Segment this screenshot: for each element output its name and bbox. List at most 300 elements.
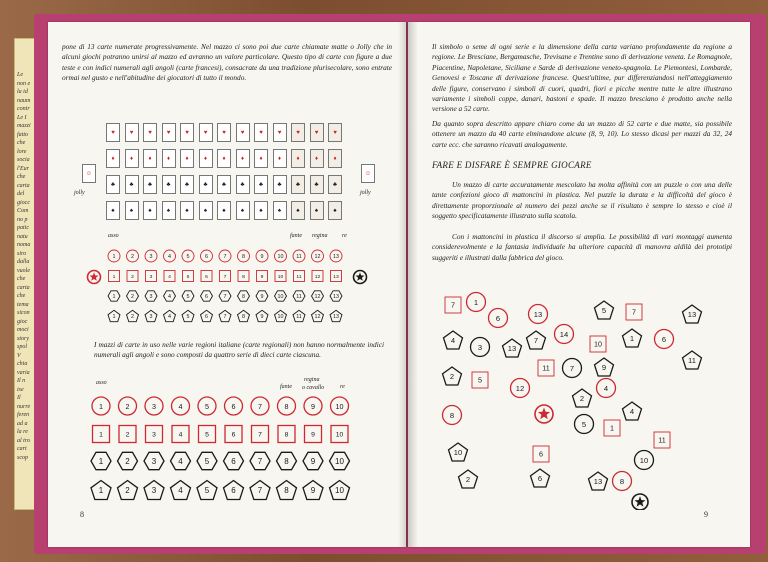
small-circle-token xyxy=(293,250,305,262)
token-number: 6 xyxy=(205,313,208,320)
right-page-number: 9 xyxy=(704,510,708,519)
token-number: 13 xyxy=(333,293,339,300)
hexagon-token xyxy=(144,452,164,469)
hexagon-token xyxy=(197,452,217,469)
jolly-label-right: jolly xyxy=(360,190,371,196)
left-page-number: 8 xyxy=(80,510,84,519)
playing-card: ♦ xyxy=(310,149,324,168)
jolly-card: ☺ xyxy=(82,164,96,183)
square-token xyxy=(331,426,348,443)
token-number: 7 xyxy=(258,401,262,411)
token-number: 6 xyxy=(231,486,236,496)
playing-card: ♥ xyxy=(162,123,176,142)
small-square-token xyxy=(312,271,323,282)
scatter-token xyxy=(445,297,461,313)
token-number: 4 xyxy=(168,253,171,260)
red-star-icon xyxy=(88,271,101,284)
token-number: 9 xyxy=(260,274,264,280)
playing-card: ♦ xyxy=(125,149,139,168)
small-pentagon-token xyxy=(219,310,231,321)
token-number: 1 xyxy=(610,423,614,433)
playing-card: ♥ xyxy=(328,123,342,142)
playing-card: ♣ xyxy=(328,175,342,194)
playing-card: ♣ xyxy=(106,175,120,194)
right-page xyxy=(408,22,750,547)
small-pentagon-token xyxy=(312,310,324,321)
circle-token xyxy=(278,397,296,415)
small-pentagon-token xyxy=(108,310,120,321)
underlying-page-text: Le non e la id naum contr Le I mazzi fatto che lore socia l'Eur che carta del giocc Com no p patic natu noma siro dalla vuole che carta che tema sicon gioc moci story spol V chia varia Il n ise Il nurre feren ad a la re al tro cart scop xyxy=(17,72,31,461)
scattered-tokens xyxy=(408,270,750,510)
token-number: 5 xyxy=(601,306,607,316)
token-number: 8 xyxy=(284,486,289,496)
small-hexagon-token xyxy=(182,291,194,301)
scatter-token xyxy=(589,472,608,490)
small-square-token xyxy=(220,271,231,282)
scatter-token xyxy=(467,293,486,312)
pentagon-token xyxy=(171,481,191,500)
square-token xyxy=(252,426,269,443)
token-number: 13 xyxy=(333,274,339,280)
token-number: 7 xyxy=(569,364,575,374)
token-number: 9 xyxy=(310,457,316,467)
scatter-token xyxy=(449,443,468,461)
hexagon-token xyxy=(277,452,297,469)
small-square-token xyxy=(331,271,342,282)
token-number: 4 xyxy=(603,384,609,394)
token-number: 5 xyxy=(186,253,190,260)
token-number: 11 xyxy=(296,274,302,280)
token-number: 4 xyxy=(178,457,183,467)
circle-token xyxy=(92,397,110,415)
small-token-grid xyxy=(48,244,406,334)
token-number: 12 xyxy=(515,384,525,394)
circle-token xyxy=(198,397,216,415)
token-number: 1 xyxy=(112,253,116,260)
left-paragraph-1: pone di 13 carte numerate progressivamente. Nel mazzo ci sono poi due carte chiamate matte o Jolly che in alcuni giochi potranno unirsi al mazzo ed avranno un valore particolare. Questo tipo di carte con figure a due teste e con indici numerali agli angoli (carte francesi), consacrate da una tradizione plurisecolare, sono entrate ormai nel gusto e nell'abitudine dei giocatori di tutto il mondo. xyxy=(62,42,392,83)
circle-token xyxy=(119,397,137,415)
token-number: 8 xyxy=(242,313,245,320)
token-number: 10 xyxy=(335,486,344,496)
token-number: 11 xyxy=(296,253,302,260)
scatter-token xyxy=(527,331,546,349)
token-number: 4 xyxy=(168,274,171,280)
token-number: 7 xyxy=(223,313,227,320)
scatter-token xyxy=(443,367,462,385)
pentagon-token xyxy=(224,481,244,500)
token-number: 4 xyxy=(450,336,456,346)
token-number: 3 xyxy=(152,431,156,439)
playing-card: ♣ xyxy=(199,175,213,194)
playing-card: ♠ xyxy=(162,201,176,220)
token-number: 10 xyxy=(277,274,284,280)
scatter-token xyxy=(623,402,642,420)
playing-card: ♥ xyxy=(273,123,287,142)
token-number: 14 xyxy=(559,330,569,340)
square-token xyxy=(146,426,163,443)
section-heading: FARE E DISFARE È SEMPRE GIOCARE xyxy=(432,160,592,170)
token-number: 7 xyxy=(632,307,636,317)
playing-card: ♥ xyxy=(291,123,305,142)
token-number: 5 xyxy=(581,420,587,430)
playing-card: ♠ xyxy=(254,201,268,220)
hexagon-token xyxy=(330,452,350,469)
token-number: 12 xyxy=(314,253,321,260)
token-number: 7 xyxy=(223,293,227,300)
token-number: 11 xyxy=(296,293,302,300)
small-circle-token xyxy=(238,250,250,262)
token-number: 10 xyxy=(335,457,344,467)
small-circle-token xyxy=(145,250,157,262)
token-number: 8 xyxy=(242,274,245,280)
small-circle-token xyxy=(182,250,194,262)
small-pentagon-token xyxy=(127,310,139,321)
playing-card: ♦ xyxy=(106,149,120,168)
small-hexagon-token xyxy=(108,291,120,301)
token-number: 9 xyxy=(260,293,264,300)
small-square-token xyxy=(146,271,157,282)
playing-card: ♠ xyxy=(310,201,324,220)
playing-card: ♣ xyxy=(273,175,287,194)
playing-card: ♠ xyxy=(143,201,157,220)
token-number: 9 xyxy=(311,401,315,411)
token-number: 1 xyxy=(112,293,116,300)
playing-card: ♣ xyxy=(254,175,268,194)
table2-cavallo-label: o cavallo xyxy=(302,385,325,391)
token-number: 5 xyxy=(186,274,190,280)
token-number: 2 xyxy=(125,457,130,467)
token-number: 6 xyxy=(661,335,667,345)
playing-card: ♣ xyxy=(236,175,250,194)
token-number: 9 xyxy=(310,486,316,496)
pentagon-token xyxy=(250,481,270,500)
hexagon-token xyxy=(224,452,244,469)
small-hexagon-token xyxy=(312,291,324,301)
token-number: 12 xyxy=(314,293,321,300)
scatter-token xyxy=(555,325,574,344)
hexagon-token xyxy=(171,452,191,469)
token-number: 4 xyxy=(178,486,183,496)
small-hexagon-token xyxy=(219,291,231,301)
scatter-token xyxy=(654,432,670,448)
small-circle-token xyxy=(330,250,342,262)
hexagon-token xyxy=(91,452,111,469)
circle-token xyxy=(172,397,190,415)
token-number: 3 xyxy=(149,293,153,300)
playing-card: ♠ xyxy=(180,201,194,220)
token-number: 13 xyxy=(507,344,517,354)
playing-card: ♠ xyxy=(217,201,231,220)
token-number: 6 xyxy=(231,401,236,411)
playing-card: ♦ xyxy=(143,149,157,168)
regina-label: regina xyxy=(312,233,328,239)
token-number: 6 xyxy=(231,457,236,467)
token-number: 2 xyxy=(579,394,585,404)
scatter-token xyxy=(623,329,642,347)
scatter-token xyxy=(597,379,616,398)
token-number: 13 xyxy=(593,477,603,487)
token-number: 6 xyxy=(205,293,208,300)
token-number: 6 xyxy=(205,253,208,260)
small-circle-token xyxy=(312,250,324,262)
small-circle-token xyxy=(219,250,231,262)
scatter-token xyxy=(626,304,642,320)
token-number: 11 xyxy=(296,313,302,320)
scatter-token xyxy=(471,338,490,357)
token-number: 3 xyxy=(151,457,157,467)
playing-card: ♥ xyxy=(143,123,157,142)
token-number: 3 xyxy=(151,486,157,496)
playing-card: ♦ xyxy=(254,149,268,168)
small-circle-token xyxy=(108,250,120,262)
scatter-token xyxy=(595,301,614,319)
token-number: 5 xyxy=(205,431,209,439)
scatter-token xyxy=(459,470,478,488)
scatter-token xyxy=(538,360,554,376)
token-number: 13 xyxy=(533,310,543,320)
token-number: 4 xyxy=(168,313,171,320)
token-number: 1 xyxy=(98,457,104,467)
scatter-token xyxy=(604,420,620,436)
playing-card: ♣ xyxy=(217,175,231,194)
playing-card: ♠ xyxy=(106,201,120,220)
small-hexagon-token xyxy=(145,291,157,301)
square-token xyxy=(305,426,322,443)
token-number: 9 xyxy=(260,253,264,260)
token-number: 2 xyxy=(131,274,134,280)
small-pentagon-token xyxy=(182,310,194,321)
square-token xyxy=(225,426,242,443)
token-number: 4 xyxy=(178,401,183,411)
token-number: 1 xyxy=(112,274,116,280)
black-star-icon xyxy=(354,271,367,284)
playing-card: ♥ xyxy=(125,123,139,142)
book-gutter xyxy=(398,22,418,547)
token-number: 3 xyxy=(149,274,153,280)
small-square-token xyxy=(201,271,212,282)
playing-card: ♠ xyxy=(273,201,287,220)
playing-card: ♠ xyxy=(328,201,342,220)
big-token-grid xyxy=(48,394,406,512)
small-hexagon-token xyxy=(201,291,213,301)
token-number: 5 xyxy=(186,313,190,320)
small-hexagon-token xyxy=(256,291,268,301)
token-number: 8 xyxy=(619,477,625,487)
token-number: 4 xyxy=(178,431,183,439)
small-hexagon-token xyxy=(164,291,176,301)
small-hexagon-token xyxy=(238,291,250,301)
small-square-token xyxy=(275,271,286,282)
playing-card: ♥ xyxy=(199,123,213,142)
token-number: 7 xyxy=(257,457,263,467)
small-circle-token xyxy=(256,250,268,262)
token-number: 9 xyxy=(601,363,607,373)
token-number: 11 xyxy=(542,363,550,373)
playing-card: ♥ xyxy=(236,123,250,142)
small-square-token xyxy=(294,271,305,282)
token-number: 10 xyxy=(335,401,344,411)
scatter-token xyxy=(503,339,522,357)
token-number: 6 xyxy=(231,431,236,439)
token-number: 3 xyxy=(149,313,153,320)
token-number: 1 xyxy=(98,486,104,496)
playing-card: ♥ xyxy=(180,123,194,142)
token-number: 3 xyxy=(149,253,153,260)
scatter-token xyxy=(529,305,548,324)
small-square-token xyxy=(238,271,249,282)
small-square-token xyxy=(257,271,268,282)
hexagon-token xyxy=(118,452,138,469)
small-pentagon-token xyxy=(145,310,157,321)
token-number: 2 xyxy=(125,431,130,439)
circle-token xyxy=(145,397,163,415)
playing-card: ♣ xyxy=(291,175,305,194)
playing-card: ♣ xyxy=(310,175,324,194)
scatter-token xyxy=(595,358,614,376)
small-hexagon-token xyxy=(293,291,305,301)
token-number: 8 xyxy=(242,293,245,300)
playing-card: ♣ xyxy=(162,175,176,194)
token-number: 2 xyxy=(131,253,134,260)
right-paragraph-4: Con i mattoncini in plastica il discorso si amplia. Le possibilità di vari montaggi aumenta considerevolmente e la fantasia individuale ha ulteriore capacità di manovra aldilà dei prototipi suggeriti e illustrati dalla fabbrica del gioco. xyxy=(432,232,732,262)
token-number: 6 xyxy=(495,314,501,324)
token-number: 10 xyxy=(277,313,284,320)
small-hexagon-token xyxy=(127,291,139,301)
playing-card: ♦ xyxy=(236,149,250,168)
square-token xyxy=(93,426,110,443)
token-number: 4 xyxy=(168,293,171,300)
scatter-token xyxy=(444,331,463,349)
playing-card: ♣ xyxy=(180,175,194,194)
token-number: 10 xyxy=(639,456,649,466)
square-token xyxy=(278,426,295,443)
token-number: 1 xyxy=(112,313,116,320)
token-number: 8 xyxy=(242,253,245,260)
token-number: 7 xyxy=(533,336,539,346)
pentagon-token xyxy=(197,481,217,500)
scatter-token xyxy=(472,372,488,388)
scatter-token xyxy=(683,305,702,323)
playing-card: ♥ xyxy=(106,123,120,142)
jolly-card: ☺ xyxy=(361,164,375,183)
token-number: 5 xyxy=(186,293,190,300)
token-number: 10 xyxy=(277,293,284,300)
token-number: 6 xyxy=(539,449,543,459)
token-number: 10 xyxy=(277,253,284,260)
pentagon-token xyxy=(330,481,350,500)
playing-card: ♥ xyxy=(310,123,324,142)
playing-card: ♦ xyxy=(199,149,213,168)
token-number: 4 xyxy=(629,407,635,417)
token-number: 3 xyxy=(477,343,483,353)
token-number: 7 xyxy=(258,431,262,439)
scatter-token xyxy=(575,415,594,434)
small-pentagon-token xyxy=(330,310,342,321)
scatter-token xyxy=(635,451,654,470)
fante-label: fante xyxy=(290,233,302,239)
playing-card: ♦ xyxy=(328,149,342,168)
right-paragraph-2: Da quanto sopra descritto appare chiaro come da un mazzo di 52 carte e due matte, sia possibile ottenere un mazzo da 40 carte elminandone alcune (8, 9, 10). Lo stesso dicasi per mazzi da 32, 24 carte ecc. che saranno ricavati analogamente. xyxy=(432,119,732,149)
token-number: 10 xyxy=(335,431,344,439)
playing-card: ♥ xyxy=(217,123,231,142)
small-square-token xyxy=(109,271,120,282)
token-number: 2 xyxy=(131,313,134,320)
scatter-token xyxy=(563,359,582,378)
token-number: 7 xyxy=(223,274,227,280)
scatter-token xyxy=(573,389,592,407)
playing-card: ♠ xyxy=(291,201,305,220)
scatter-token xyxy=(489,309,508,328)
small-circle-token xyxy=(127,250,139,262)
small-square-token xyxy=(183,271,194,282)
left-page xyxy=(48,22,406,547)
token-number: 1 xyxy=(99,431,103,439)
scatter-token xyxy=(511,379,530,398)
re-label: re xyxy=(342,233,347,239)
token-number: 12 xyxy=(314,313,321,320)
table2-re-label: re xyxy=(340,384,345,390)
pentagon-token xyxy=(91,481,111,500)
token-number: 13 xyxy=(333,253,339,260)
small-hexagon-token xyxy=(275,291,287,301)
circle-token xyxy=(251,397,269,415)
playing-card: ♦ xyxy=(162,149,176,168)
token-number: 13 xyxy=(687,310,697,320)
table2-regina-label: regina xyxy=(304,377,320,383)
token-number: 10 xyxy=(594,339,602,349)
circle-token xyxy=(331,397,349,415)
circle-token xyxy=(304,397,322,415)
token-number: 6 xyxy=(205,274,208,280)
right-paragraph-1: Il simbolo o seme di ogni serie e la dimensione della carta variano profondamente da regione a regione. Le Bresciane, Bergamasche, Trevisane e Trentine sono di derivazione veneta. Le Romagnole, Piacentine, Napoletane, Siciliane e Sarde di derivazione veneto-spagnola. Le Piemontesi, Lombarde, Genovesi e Toscane di derivazione francese. Quest'ultime, pur differenziandosi nell'atteggiamento delle figure, conservano i simboli di cuori, quadri, fiori e picche mentre tutte le altre illustrano variamente i simboli coppe, danari, bastoni e spade. Il mazzo bresciano è prodotto anche nella versione a 52 carte. xyxy=(432,42,732,114)
left-paragraph-2: I mazzi di carte in uso nelle varie regioni italiane (carte regionali) non hanno normalmente indici numerali agli angoli e sono composti da quattro serie di dieci carte ciascuna. xyxy=(94,340,384,360)
playing-card: ♣ xyxy=(143,175,157,194)
token-number: 8 xyxy=(449,411,455,421)
small-hexagon-token xyxy=(330,291,342,301)
small-pentagon-token xyxy=(238,310,250,321)
small-pentagon-token xyxy=(293,310,305,321)
small-pentagon-token xyxy=(164,310,176,321)
playing-card: ♠ xyxy=(199,201,213,220)
token-number: 5 xyxy=(205,401,209,411)
playing-card: ♠ xyxy=(236,201,250,220)
token-number: 9 xyxy=(311,431,315,439)
scatter-token xyxy=(683,351,702,369)
token-number: 5 xyxy=(204,457,210,467)
pentagon-token xyxy=(277,481,297,500)
playing-card: ♠ xyxy=(125,201,139,220)
token-number: 8 xyxy=(284,431,289,439)
token-number: 2 xyxy=(449,372,455,382)
small-circle-token xyxy=(201,250,213,262)
token-number: 7 xyxy=(257,486,263,496)
playing-card: ♦ xyxy=(291,149,305,168)
square-token xyxy=(119,426,136,443)
scatter-token xyxy=(533,446,549,462)
token-number: 7 xyxy=(451,300,455,310)
playing-card: ♦ xyxy=(273,149,287,168)
scatter-token xyxy=(590,336,606,352)
token-number: 5 xyxy=(204,486,210,496)
token-number: 1 xyxy=(629,334,635,344)
playing-card: ♦ xyxy=(217,149,231,168)
right-paragraph-3: Un mazzo di carte accuratamente mescolato ha molta affinità con un puzzle o con una delle tante confezioni gioco di mattoncini in plastica. Nel puzzle la durata e la difficoltà del gioco è direttamente proporzionale al numero dei pezzi anche se il risultato è sempre lo stesso e cioè il soggetto specificatamente illustrato sulla scatola. xyxy=(432,180,732,221)
scatter-token xyxy=(613,472,632,491)
token-number: 2 xyxy=(125,486,130,496)
token-number: 11 xyxy=(688,356,696,366)
token-number: 11 xyxy=(658,435,666,445)
scatter-token xyxy=(443,406,462,425)
